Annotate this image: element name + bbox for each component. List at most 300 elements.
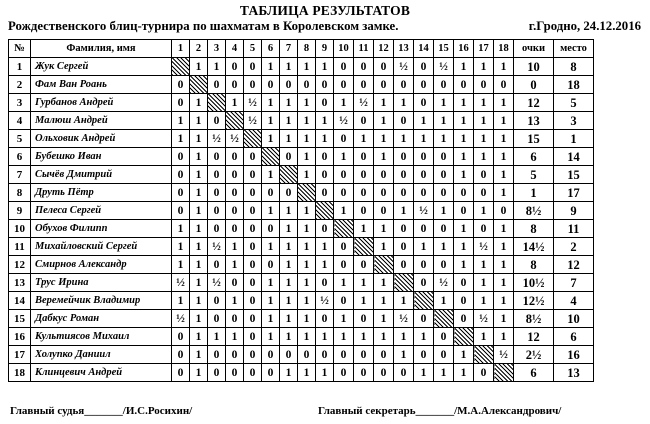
game-result: 1 xyxy=(334,202,354,220)
game-result: 0 xyxy=(394,166,414,184)
game-result: 0 xyxy=(374,202,394,220)
player-name: Смирнов Александр xyxy=(31,256,172,274)
player-number: 6 xyxy=(9,148,31,166)
game-result: 0 xyxy=(316,346,334,364)
game-result: 0 xyxy=(172,202,190,220)
game-result: ½ xyxy=(226,130,244,148)
game-result: 1 xyxy=(414,238,434,256)
header-round: 18 xyxy=(494,40,514,58)
game-result: 1 xyxy=(190,202,208,220)
game-result: 0 xyxy=(474,184,494,202)
game-result: 0 xyxy=(374,166,394,184)
game-result: 1 xyxy=(280,112,298,130)
player-number: 7 xyxy=(9,166,31,184)
chief-secretary-signature: Главный секретарь_______/М.А.Александрович/ xyxy=(318,405,562,417)
game-result: 1 xyxy=(172,130,190,148)
game-result: 1 xyxy=(374,148,394,166)
game-result: 0 xyxy=(244,328,262,346)
player-name: Малюш Андрей xyxy=(31,112,172,130)
game-result: ½ xyxy=(494,346,514,364)
player-number: 15 xyxy=(9,310,31,328)
player-name: Бубешко Иван xyxy=(31,148,172,166)
table-row xyxy=(9,238,594,256)
game-result: 1 xyxy=(262,112,280,130)
game-result: 0 xyxy=(354,364,374,382)
table-row xyxy=(9,166,594,184)
header-round: 10 xyxy=(334,40,354,58)
diagonal-cell xyxy=(244,130,262,148)
player-place: 1 xyxy=(554,130,594,148)
game-result: 1 xyxy=(494,328,514,346)
game-result: 0 xyxy=(474,220,494,238)
game-result: 0 xyxy=(334,346,354,364)
game-result: 1 xyxy=(190,148,208,166)
game-result: 0 xyxy=(374,76,394,94)
game-result: 1 xyxy=(474,94,494,112)
player-place: 5 xyxy=(554,94,594,112)
diagonal-cell xyxy=(334,220,354,238)
game-result: ½ xyxy=(394,310,414,328)
diagonal-cell xyxy=(494,364,514,382)
player-place: 6 xyxy=(554,328,594,346)
game-result: ½ xyxy=(244,112,262,130)
game-result: 1 xyxy=(354,274,374,292)
player-name: Жук Сергей xyxy=(31,58,172,76)
player-points: 5 xyxy=(514,166,554,184)
game-result: 0 xyxy=(298,76,316,94)
game-result: 1 xyxy=(414,364,434,382)
game-result: 1 xyxy=(334,310,354,328)
game-result: 1 xyxy=(262,292,280,310)
player-name: Обухов Филипп xyxy=(31,220,172,238)
game-result: 1 xyxy=(316,112,334,130)
game-result: 0 xyxy=(494,76,514,94)
game-result: 1 xyxy=(494,130,514,148)
game-result: 1 xyxy=(494,220,514,238)
game-result: 0 xyxy=(262,256,280,274)
game-result: 0 xyxy=(414,76,434,94)
game-result: 1 xyxy=(474,328,494,346)
game-result: 1 xyxy=(262,274,280,292)
game-result: 1 xyxy=(262,58,280,76)
game-result: 0 xyxy=(208,148,226,166)
game-result: ½ xyxy=(434,274,454,292)
page-title: ТАБЛИЦА РЕЗУЛЬТАТОВ xyxy=(239,3,411,18)
game-result: 1 xyxy=(454,148,474,166)
game-result: 0 xyxy=(394,364,414,382)
game-result: 1 xyxy=(374,310,394,328)
game-result: 1 xyxy=(474,256,494,274)
game-result: 0 xyxy=(208,166,226,184)
player-points: 10½ xyxy=(514,274,554,292)
tournament-name: Рождественского блиц-турнира по шахматам в Королевском замке. xyxy=(8,19,399,33)
game-result: 0 xyxy=(280,76,298,94)
game-result: 1 xyxy=(262,130,280,148)
game-result: 0 xyxy=(394,220,414,238)
game-result: 1 xyxy=(434,202,454,220)
game-result: 1 xyxy=(454,364,474,382)
table-row xyxy=(9,220,594,238)
game-result: 1 xyxy=(454,94,474,112)
game-result: 0 xyxy=(208,220,226,238)
game-result: 1 xyxy=(190,94,208,112)
table-row xyxy=(9,184,594,202)
diagonal-cell xyxy=(280,166,298,184)
game-result: 0 xyxy=(226,76,244,94)
game-result: 0 xyxy=(298,346,316,364)
game-result: 1 xyxy=(354,130,374,148)
game-result: 0 xyxy=(172,364,190,382)
player-number: 10 xyxy=(9,220,31,238)
game-result: 1 xyxy=(434,292,454,310)
game-result: 0 xyxy=(414,166,434,184)
player-place: 9 xyxy=(554,202,594,220)
player-name: Гурбанов Андрей xyxy=(31,94,172,112)
game-result: 0 xyxy=(434,220,454,238)
player-name: Фам Ван Роань xyxy=(31,76,172,94)
game-result: 0 xyxy=(244,220,262,238)
game-result: 0 xyxy=(208,112,226,130)
diagonal-cell xyxy=(226,112,244,130)
diagonal-cell xyxy=(474,346,494,364)
game-result: 1 xyxy=(262,238,280,256)
game-result: 1 xyxy=(494,58,514,76)
game-result: 0 xyxy=(334,76,354,94)
player-points: 13 xyxy=(514,112,554,130)
game-result: 1 xyxy=(190,130,208,148)
game-result: 1 xyxy=(316,130,334,148)
table-row xyxy=(9,274,594,292)
player-points: 14½ xyxy=(514,238,554,256)
game-result: 1 xyxy=(226,292,244,310)
game-result: 1 xyxy=(394,328,414,346)
game-result: 1 xyxy=(474,58,494,76)
game-result: 1 xyxy=(374,274,394,292)
game-result: 0 xyxy=(316,148,334,166)
player-place: 10 xyxy=(554,310,594,328)
game-result: 1 xyxy=(454,112,474,130)
game-result: 1 xyxy=(394,94,414,112)
header-round: 15 xyxy=(434,40,454,58)
game-result: 1 xyxy=(172,238,190,256)
game-result: 0 xyxy=(244,310,262,328)
game-result: 1 xyxy=(474,148,494,166)
game-result: 1 xyxy=(280,310,298,328)
game-result: 0 xyxy=(262,76,280,94)
game-result: 1 xyxy=(298,274,316,292)
game-result: 1 xyxy=(298,292,316,310)
header-points: очки xyxy=(514,40,554,58)
game-result: 1 xyxy=(394,346,414,364)
game-result: 1 xyxy=(454,220,474,238)
game-result: 1 xyxy=(226,94,244,112)
game-result: 1 xyxy=(298,166,316,184)
game-result: 1 xyxy=(298,238,316,256)
table-row xyxy=(9,202,594,220)
header-round: 11 xyxy=(354,40,374,58)
game-result: 0 xyxy=(172,166,190,184)
game-result: 0 xyxy=(316,76,334,94)
game-result: 0 xyxy=(434,346,454,364)
player-number: 4 xyxy=(9,112,31,130)
game-result: ½ xyxy=(208,274,226,292)
player-number: 18 xyxy=(9,364,31,382)
game-result: 0 xyxy=(434,184,454,202)
game-result: 0 xyxy=(172,148,190,166)
game-result: 1 xyxy=(494,256,514,274)
game-result: 1 xyxy=(316,238,334,256)
game-result: 1 xyxy=(374,292,394,310)
header-name: Фамилия, имя xyxy=(31,40,172,58)
game-result: ½ xyxy=(474,238,494,256)
game-result: 0 xyxy=(280,346,298,364)
chief-judge-signature: Главный судья_______/И.С.Росихин/ xyxy=(10,405,193,417)
header-round: 3 xyxy=(208,40,226,58)
game-result: 0 xyxy=(208,202,226,220)
game-result: 0 xyxy=(262,220,280,238)
game-result: 1 xyxy=(262,94,280,112)
game-result: 0 xyxy=(334,256,354,274)
game-result: 0 xyxy=(226,184,244,202)
game-result: 1 xyxy=(208,58,226,76)
game-result: 1 xyxy=(316,256,334,274)
game-result: 1 xyxy=(316,364,334,382)
table-row xyxy=(9,76,594,94)
game-result: ½ xyxy=(316,292,334,310)
game-result: 1 xyxy=(474,202,494,220)
game-result: 0 xyxy=(434,256,454,274)
game-result: 1 xyxy=(172,220,190,238)
player-place: 2 xyxy=(554,238,594,256)
player-place: 15 xyxy=(554,166,594,184)
game-result: 1 xyxy=(298,220,316,238)
player-place: 12 xyxy=(554,256,594,274)
game-result: 0 xyxy=(316,166,334,184)
game-result: 0 xyxy=(454,292,474,310)
game-result: 0 xyxy=(316,274,334,292)
player-name: Михайловский Сергей xyxy=(31,238,172,256)
game-result: 1 xyxy=(190,292,208,310)
game-result: ½ xyxy=(474,310,494,328)
player-place: 16 xyxy=(554,346,594,364)
game-result: 0 xyxy=(434,76,454,94)
results-table xyxy=(8,39,594,382)
header-round: 1 xyxy=(172,40,190,58)
game-result: 1 xyxy=(374,238,394,256)
game-result: ½ xyxy=(244,94,262,112)
header-round: 17 xyxy=(474,40,494,58)
player-points: 0 xyxy=(514,76,554,94)
game-result: 0 xyxy=(244,256,262,274)
game-result: ½ xyxy=(334,112,354,130)
player-points: 1 xyxy=(514,184,554,202)
game-result: 1 xyxy=(474,292,494,310)
game-result: ½ xyxy=(414,202,434,220)
game-result: 0 xyxy=(434,148,454,166)
game-result: 1 xyxy=(190,346,208,364)
game-result: 0 xyxy=(414,310,434,328)
game-result: 0 xyxy=(226,202,244,220)
game-result: 0 xyxy=(414,148,434,166)
diagonal-cell xyxy=(190,76,208,94)
game-result: 1 xyxy=(280,202,298,220)
player-number: 14 xyxy=(9,292,31,310)
game-result: 1 xyxy=(190,328,208,346)
player-points: 2½ xyxy=(514,346,554,364)
diagonal-cell xyxy=(262,148,280,166)
game-result: 1 xyxy=(374,130,394,148)
game-result: 1 xyxy=(190,184,208,202)
player-place: 3 xyxy=(554,112,594,130)
header-round: 2 xyxy=(190,40,208,58)
game-result: 1 xyxy=(474,274,494,292)
player-number: 12 xyxy=(9,256,31,274)
game-result: 1 xyxy=(374,328,394,346)
game-result: 0 xyxy=(334,292,354,310)
game-result: 0 xyxy=(316,310,334,328)
game-result: 0 xyxy=(316,184,334,202)
game-result: 0 xyxy=(374,58,394,76)
game-result: 1 xyxy=(190,220,208,238)
player-name: Дабкус Роман xyxy=(31,310,172,328)
header-round: 9 xyxy=(316,40,334,58)
game-result: 1 xyxy=(280,220,298,238)
game-result: 0 xyxy=(394,76,414,94)
game-result: 1 xyxy=(374,94,394,112)
game-result: 0 xyxy=(208,310,226,328)
game-result: 0 xyxy=(172,328,190,346)
game-result: 1 xyxy=(354,220,374,238)
game-result: 1 xyxy=(474,112,494,130)
game-result: 0 xyxy=(226,220,244,238)
game-result: 1 xyxy=(190,166,208,184)
game-result: 0 xyxy=(494,202,514,220)
table-row xyxy=(9,364,594,382)
game-result: 0 xyxy=(334,364,354,382)
player-place: 4 xyxy=(554,292,594,310)
player-points: 8 xyxy=(514,220,554,238)
game-result: 1 xyxy=(262,310,280,328)
game-result: 1 xyxy=(494,184,514,202)
game-result: 1 xyxy=(280,94,298,112)
game-result: 0 xyxy=(172,76,190,94)
game-result: 1 xyxy=(298,364,316,382)
game-result: 0 xyxy=(244,364,262,382)
game-result: 1 xyxy=(298,130,316,148)
diagonal-cell xyxy=(454,328,474,346)
player-place: 14 xyxy=(554,148,594,166)
game-result: 0 xyxy=(394,256,414,274)
game-result: ½ xyxy=(208,238,226,256)
player-place: 11 xyxy=(554,220,594,238)
game-result: 0 xyxy=(394,112,414,130)
header-round: 16 xyxy=(454,40,474,58)
game-result: 1 xyxy=(298,256,316,274)
game-result: 1 xyxy=(280,256,298,274)
game-result: 0 xyxy=(374,346,394,364)
game-result: 0 xyxy=(354,310,374,328)
game-result: 1 xyxy=(262,166,280,184)
game-result: 0 xyxy=(244,166,262,184)
header-place: место xyxy=(554,40,594,58)
game-result: 0 xyxy=(208,346,226,364)
game-result: 1 xyxy=(190,256,208,274)
player-number: 13 xyxy=(9,274,31,292)
game-result: 1 xyxy=(454,166,474,184)
game-result: 0 xyxy=(226,364,244,382)
game-result: 0 xyxy=(354,166,374,184)
header-num: № xyxy=(9,40,31,58)
game-result: 0 xyxy=(226,166,244,184)
game-result: 0 xyxy=(226,346,244,364)
game-result: 1 xyxy=(298,202,316,220)
player-name: Культиясов Михаил xyxy=(31,328,172,346)
game-result: 0 xyxy=(226,274,244,292)
game-result: 1 xyxy=(494,274,514,292)
game-result: 0 xyxy=(334,238,354,256)
game-result: 0 xyxy=(262,184,280,202)
game-result: ½ xyxy=(172,310,190,328)
player-name: Холупко Даниил xyxy=(31,346,172,364)
game-result: 1 xyxy=(494,310,514,328)
game-result: ½ xyxy=(208,130,226,148)
diagonal-cell xyxy=(414,292,434,310)
header-round: 5 xyxy=(244,40,262,58)
game-result: 1 xyxy=(494,238,514,256)
player-place: 13 xyxy=(554,364,594,382)
player-name: Клинцевич Андрей xyxy=(31,364,172,382)
game-result: 1 xyxy=(280,130,298,148)
game-result: 1 xyxy=(494,94,514,112)
game-result: 0 xyxy=(414,184,434,202)
game-result: 1 xyxy=(190,112,208,130)
header-round: 14 xyxy=(414,40,434,58)
game-result: 1 xyxy=(172,292,190,310)
game-result: ½ xyxy=(172,274,190,292)
player-points: 8½ xyxy=(514,310,554,328)
game-result: 0 xyxy=(208,76,226,94)
game-result: 0 xyxy=(394,184,414,202)
game-result: 1 xyxy=(298,148,316,166)
player-number: 2 xyxy=(9,76,31,94)
player-points: 12 xyxy=(514,94,554,112)
header-round: 6 xyxy=(262,40,280,58)
diagonal-cell xyxy=(172,58,190,76)
game-result: 0 xyxy=(244,238,262,256)
game-result: 1 xyxy=(394,202,414,220)
player-number: 1 xyxy=(9,58,31,76)
game-result: 0 xyxy=(474,166,494,184)
player-number: 16 xyxy=(9,328,31,346)
player-points: 12 xyxy=(514,328,554,346)
player-number: 11 xyxy=(9,238,31,256)
game-result: 0 xyxy=(226,148,244,166)
game-result: 0 xyxy=(354,184,374,202)
game-result: 1 xyxy=(298,94,316,112)
diagonal-cell xyxy=(434,310,454,328)
player-name: Трус Ирина xyxy=(31,274,172,292)
header-round: 7 xyxy=(280,40,298,58)
game-result: 0 xyxy=(226,310,244,328)
game-result: 1 xyxy=(454,58,474,76)
game-result: 0 xyxy=(244,202,262,220)
game-result: 0 xyxy=(334,130,354,148)
game-result: 1 xyxy=(454,256,474,274)
player-number: 8 xyxy=(9,184,31,202)
game-result: 0 xyxy=(454,274,474,292)
game-result: 1 xyxy=(190,274,208,292)
game-result: 0 xyxy=(334,58,354,76)
